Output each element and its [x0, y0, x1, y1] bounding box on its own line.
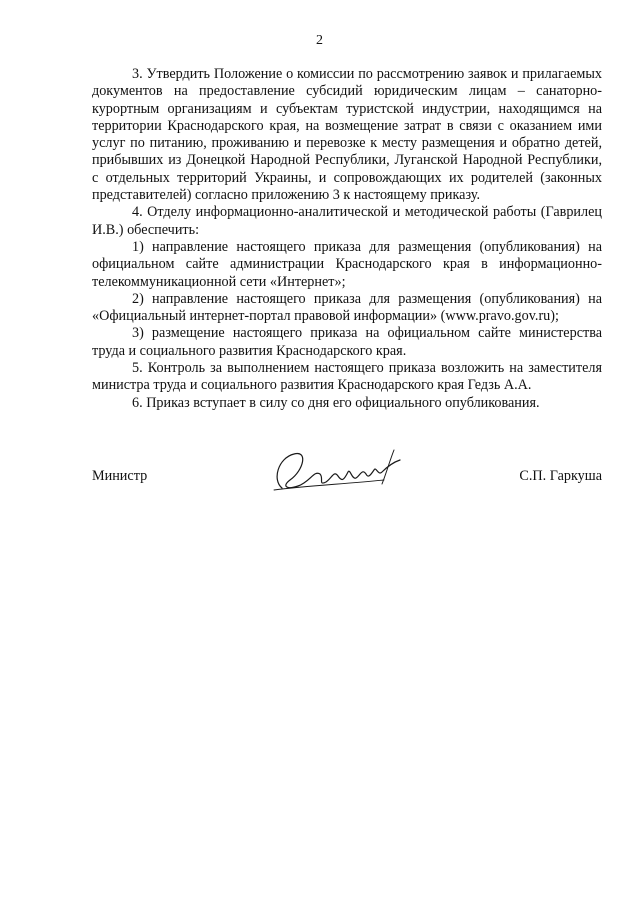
signer-name: С.П. Гаркуша [519, 468, 602, 484]
handwritten-signature [264, 440, 414, 500]
paragraph-3-approve-regulation: 3. Утвердить Положение о комиссии по рассмотрению заявок и прилагаемых документов на предоставление субсидий юридическим лицам – санаторно-курортным организациям и субъектам туристской индустрии, находящимся на территории Краснодарского края, на возмещение затрат в связи с оказанием ими услуг по питанию, проживанию и перевозке к месту размещения и обратно детей, прибывших из Донецкой Народной Республики, Луганской Народной Республики, с отдельных территорий Украины, и сопровождающих их родителей (законных представителей) согласно приложению 3 к настоящему приказу. [92, 66, 602, 204]
page-number: 2 [316, 33, 323, 48]
subitem-1-publish-admin-site: 1) направление настоящего приказа для размещения (опубликования) на официальном сайте администрации Краснодарского края в информационно-телекоммуникационной сети «Интернет»; [92, 238, 602, 290]
signer-position: Министр [92, 468, 148, 484]
paragraph-5-control: 5. Контроль за выполнением настоящего приказа возложить на заместителя министра труда и социального развития Краснодарского края Гедзь А.А. [92, 360, 602, 394]
document-body [92, 66, 602, 412]
subitem-2-publish-legal-portal: 2) направление настоящего приказа для размещения (опубликования) на «Официальный интернет-портал правовой информации» (www.pravo.gov.ru); [92, 290, 602, 325]
subitem-3-publish-ministry-site: 3) размещение настоящего приказа на официальном сайте министерства труда и социального развития Краснодарского края. [92, 325, 602, 359]
paragraph-4-information-department: 4. Отделу информационно-аналитической и методической работы (Гаврилец И.В.) обеспечить: [92, 204, 602, 238]
signature-block [92, 462, 602, 502]
paragraph-6-effective-date: 6. Приказ вступает в силу со дня его официального опубликования. [132, 394, 540, 411]
